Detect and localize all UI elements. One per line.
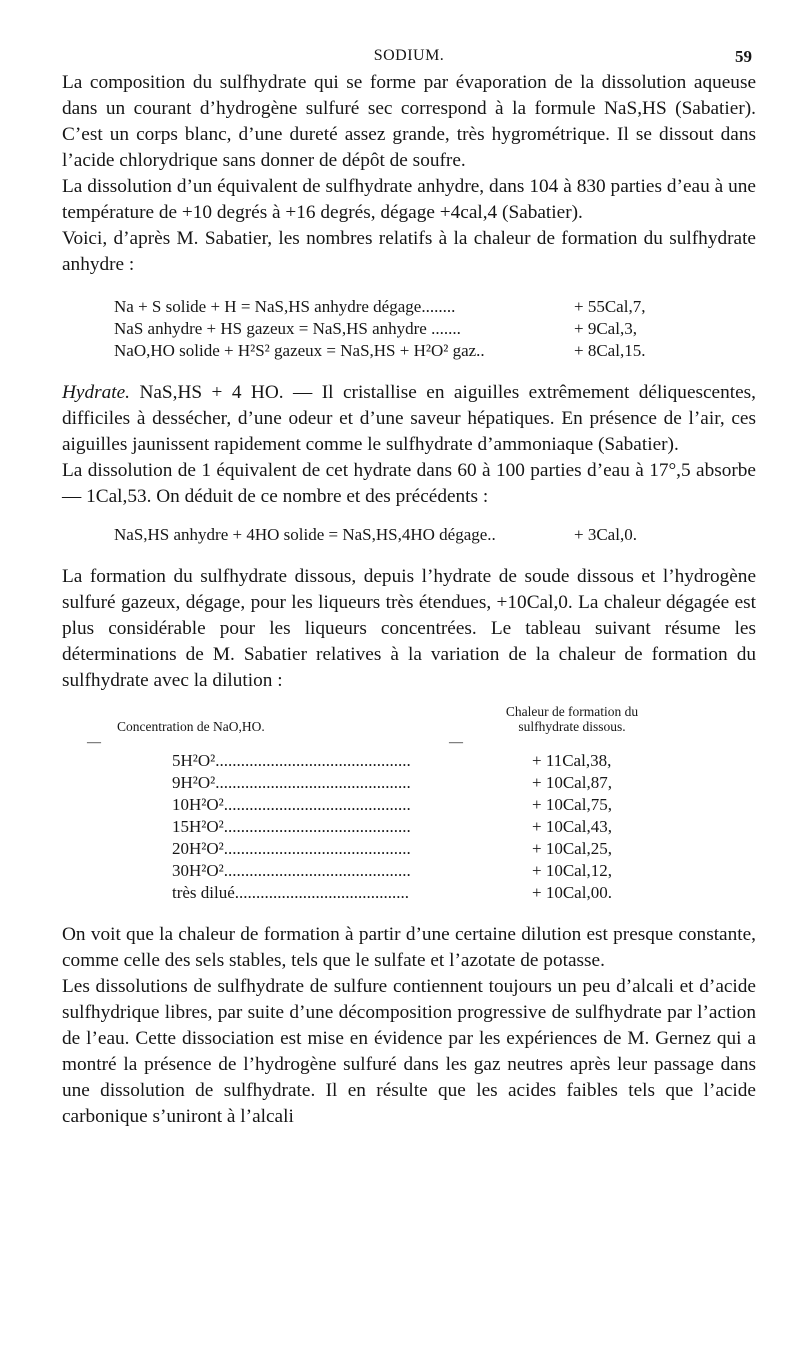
table-row	[172, 794, 632, 816]
table-cell-heat: + 10Cal,75,	[532, 795, 612, 814]
paragraph-dissolution: La dissolution d’un équivalent de sulfhydrate anhydre, dans 104 à 830 parties d’eau à une température de +10 degrés à +16 degrés, dégage +4cal,4 (Sabatier).	[62, 176, 756, 223]
table-col-concentration-header: Concentration de NaO,HO.	[117, 719, 265, 734]
table-cell-concentration: 20H²O²............................................	[172, 839, 411, 858]
equation-row	[114, 318, 684, 340]
table-row	[172, 838, 632, 860]
equation-left: NaS anhydre + HS gazeux = NaS,HS anhydre .......	[114, 319, 461, 338]
table-cell-concentration: 10H²O²............................................	[172, 795, 411, 814]
running-title: SODIUM.	[373, 47, 445, 64]
equation-right: + 3Cal,0.	[574, 525, 637, 544]
paragraph-intro-values: Voici, d’après M. Sabatier, les nombres relatifs à la chaleur de formation du sulfhydrate anhydre :	[62, 228, 756, 275]
dash: —	[87, 735, 101, 750]
dilution-table	[172, 750, 632, 904]
equation-left: NaO,HO solide + H²S² gazeux = NaS,HS + H²O² gaz..	[114, 341, 485, 360]
document-page	[62, 38, 756, 1130]
paragraph-dissociation: Les dissolutions de sulfhydrate de sulfure contiennent toujours un peu d’alcali et d’acide sulfhydrique libres, par suite d’une décomposition progressive de sulfhydrate par l’action de l’eau. Cette dissociation est mise en évidence par les expériences de M. Gernez qui a montré la présence de l’hydrogène sulfuré dans les gaz neutres après leur passage dans une dissolution de sulfhydrate. Il en résulte que les acides faibles tels que l’acide carbonique s’uniront à l’alcali	[62, 976, 756, 1127]
table-cell-concentration: 30H²O²............................................	[172, 861, 411, 880]
equation-right: + 8Cal,15.	[574, 341, 646, 360]
equation-block-hydrate	[114, 524, 684, 546]
table-row	[172, 860, 632, 882]
paragraph-composition: La composition du sulfhydrate qui se forme par évaporation de la dissolution aqueuse dans un courant d’hydrogène sulfuré sec correspond à la formule NaS,HS (Sabatier). C’est un corps blanc, d’une dureté assez grande, très hygrométrique. Il se dissout dans l’acide chlorydrique sans donner de dépôt de soufre.	[62, 72, 756, 171]
table-cell-concentration: 5H²O²..............................................	[172, 751, 411, 770]
table-cell-heat: + 10Cal,00.	[532, 883, 612, 902]
equation-right: + 9Cal,3,	[574, 319, 637, 338]
page-number: 59	[735, 47, 752, 66]
equation-left: Na + S solide + H = NaS,HS anhydre dégage........	[114, 297, 456, 316]
table-cell-concentration: 9H²O²..............................................	[172, 773, 411, 792]
table-row	[172, 882, 632, 904]
table-header	[62, 694, 756, 738]
paragraph-hydrate-dissolution: La dissolution de 1 équivalent de cet hydrate dans 60 à 100 parties d’eau à 17°,5 absorbe — 1Cal,53. On déduit de ce nombre et des précédents :	[62, 460, 756, 507]
table-row	[172, 750, 632, 772]
paragraph-hydrate	[62, 380, 756, 458]
table-cell-concentration: très dilué.........................................	[172, 883, 410, 902]
equation-row	[114, 340, 684, 362]
table-cell-heat: + 10Cal,43,	[532, 817, 612, 836]
equation-row	[114, 524, 684, 546]
hydrate-heading: Hydrate.	[62, 382, 131, 403]
equation-right: + 55Cal,7,	[574, 297, 646, 316]
equation-left: NaS,HS anhydre + 4HO solide = NaS,HS,4HO dégage..	[114, 525, 496, 544]
hydrate-text: NaS,HS + 4 HO. — Il cristallise en aiguilles extrêmement déliquescentes, difficiles à dessécher, d’une odeur et d’une saveur hépatiques. En présence de l’air, ces aiguilles jaunissent rapidement comme le sulfhydrate d’ammoniaque (Sabatier).	[62, 382, 756, 455]
dash: —	[449, 735, 463, 750]
table-cell-heat: + 10Cal,87,	[532, 773, 612, 792]
table-col-heat-header: Chaleur de formation du sulfhydrate dissous.	[505, 704, 639, 734]
table-row	[172, 816, 632, 838]
equation-block-anhydre	[114, 296, 684, 362]
table-cell-heat: + 11Cal,38,	[532, 751, 612, 770]
table-header-dashes	[62, 735, 756, 750]
table-cell-heat: + 10Cal,12,	[532, 861, 612, 880]
table-row	[172, 772, 632, 794]
equation-row	[114, 296, 684, 318]
table-cell-heat: + 10Cal,25,	[532, 839, 612, 858]
paragraph-formation-dissous: La formation du sulfhydrate dissous, depuis l’hydrate de soude dissous et l’hydrogène sulfuré gazeux, dégage, pour les liqueurs très étendues, +10Cal,0. La chaleur dégagée est plus considérable pour les liqueurs concentrées. Le tableau suivant résume les déterminations de M. Sabatier relatives à la variation de la chaleur de formation du sulfhydrate avec la dilution :	[62, 566, 756, 691]
page-header	[62, 38, 756, 70]
table-cell-concentration: 15H²O²............................................	[172, 817, 411, 836]
paragraph-constant-heat: On voit que la chaleur de formation à partir d’une certaine dilution est presque constante, comme celle des sels stables, tels que le sulfate et l’azotate de potasse.	[62, 924, 756, 971]
